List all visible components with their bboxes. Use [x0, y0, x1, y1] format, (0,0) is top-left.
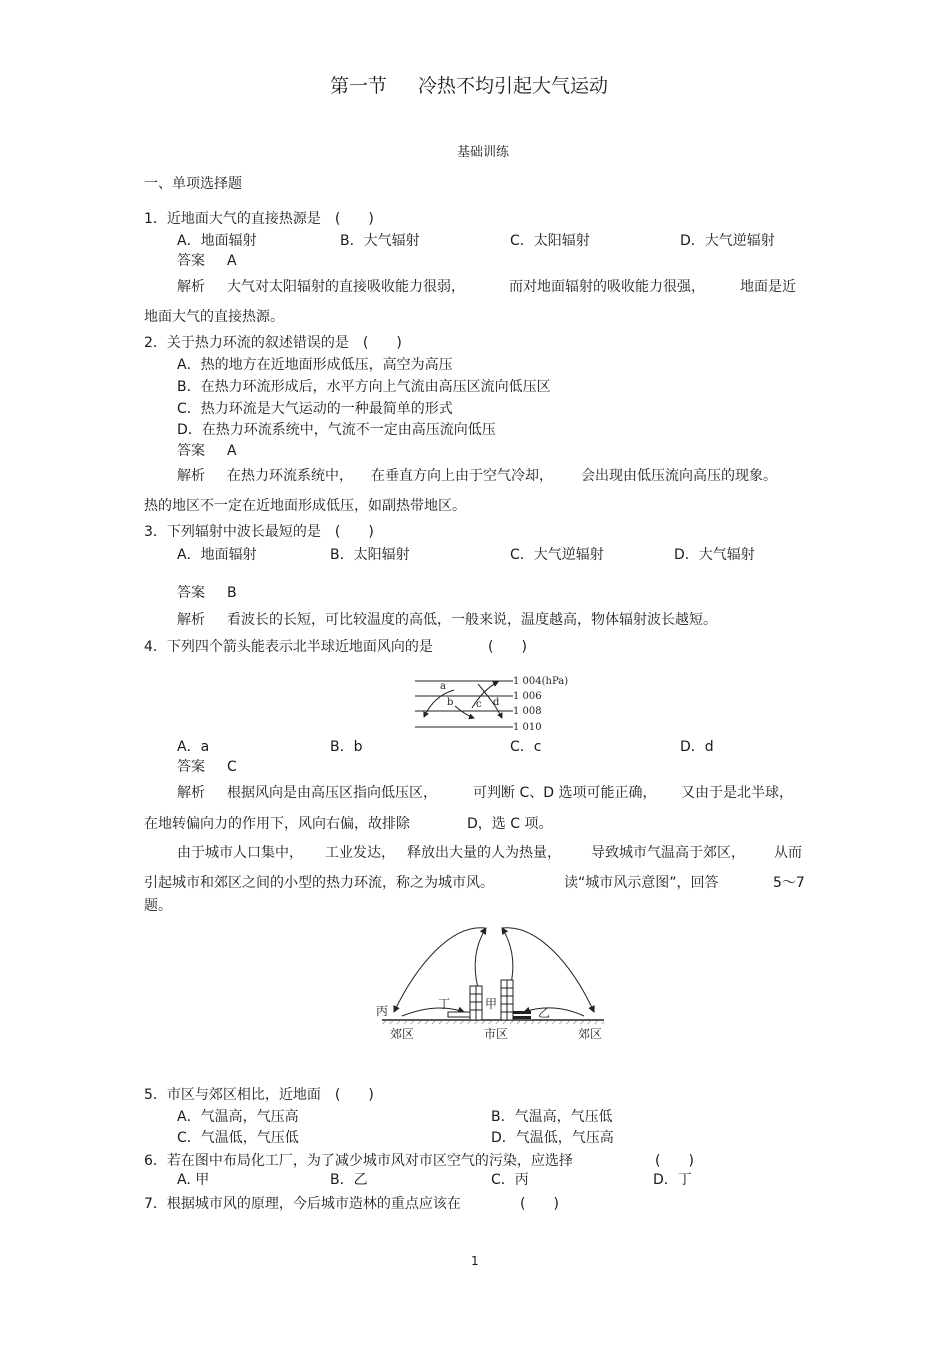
q5-stem: 5．市区与郊区相比，近地面 ( ): [144, 1087, 374, 1103]
q5-option-d: D．气温低，气压高: [491, 1130, 614, 1146]
q3-answer-label: 答案: [177, 585, 205, 601]
label-jia: 甲: [485, 997, 498, 1011]
q6-stem: 6．若在图中布局化工厂，为了减少城市风对市区空气的污染，应选择: [144, 1153, 573, 1169]
passage-part8: 5～7: [773, 875, 805, 891]
q4-option-d: D．d: [680, 739, 714, 755]
arrow-label-d: d: [493, 697, 500, 708]
q1-analysis-part2: 而对地面辐射的吸收能力很强，: [509, 279, 705, 295]
q4-answer: C: [227, 759, 237, 775]
q3-option-c: C．大气逆辐射: [510, 547, 604, 563]
passage-part9: 题。: [144, 898, 172, 914]
q1-analysis-part3: 地面是近: [740, 279, 796, 295]
q4-option-a: A．a: [177, 739, 210, 755]
label-ding: 丁: [438, 997, 451, 1011]
rising-arrow-left: [475, 928, 486, 988]
page-title: 冷热不均引起大气运动: [418, 75, 609, 97]
arrow-label-c: c: [476, 699, 482, 710]
q1-answer-label: 答案: [177, 253, 205, 269]
isobar-label: 1 004(hPa): [513, 676, 569, 687]
q5-option-c: C．气温低，气压低: [177, 1130, 299, 1146]
ground-label-urban: 市区: [484, 1027, 509, 1041]
q5-option-b: B．气温高，气压低: [491, 1109, 613, 1125]
q3-option-d: D．大气辐射: [674, 547, 755, 563]
q4-analysis-part3: 又由于是北半球，: [681, 785, 793, 801]
inflow-arrow-right: [524, 1008, 584, 1016]
q4-analysis-cont1: 在地转偏向力的作用下，风向右偏，故排除: [144, 816, 410, 832]
isobar-label: 1 006: [513, 691, 542, 702]
q6-option-d: D．丁: [653, 1172, 692, 1188]
q3-option-a: A．地面辐射: [177, 547, 257, 563]
q1-analysis-label: 解析: [177, 279, 205, 295]
q4-analysis-cont2: D，选 C 项。: [467, 816, 553, 832]
subtitle: 基础训练: [457, 145, 510, 160]
page-title-number: 第一节: [330, 75, 388, 97]
q3-option-b: B．太阳辐射: [330, 547, 410, 563]
ground-hatch: [382, 1020, 604, 1024]
site-ding-marker: [448, 1012, 470, 1017]
isobar-label: 1 010: [513, 722, 542, 733]
q2-analysis-part1: 在热力环流系统中，: [227, 468, 353, 484]
ground-label-suburb-left: 郊区: [390, 1027, 415, 1041]
passage-part6: 引起城市和郊区之间的小型的热力环流，称之为城市风。: [144, 875, 494, 891]
q1-analysis-part1: 大气对太阳辐射的直接吸收能力很弱，: [227, 279, 465, 295]
q4-paren: ( ): [488, 639, 527, 655]
q7-stem: 7．根据城市风的原理，今后城市造林的重点应该在: [144, 1196, 461, 1212]
isobar-diagram: [410, 672, 580, 738]
q2-option-c: C．热力环流是大气运动的一种最简单的形式: [177, 401, 453, 417]
passage-part4: 导致城市气温高于郊区，: [591, 845, 745, 861]
q1-stem: 1．近地面大气的直接热源是 ( ): [144, 211, 374, 227]
q1-option-a: A．地面辐射: [177, 233, 257, 249]
q1-answer: A: [227, 253, 237, 269]
q6-option-c: C．丙: [491, 1172, 529, 1188]
q2-analysis-part2: 在垂直方向上由于空气冷却，: [371, 468, 553, 484]
q4-answer-label: 答案: [177, 759, 205, 775]
q4-option-c: C．c: [510, 739, 542, 755]
q2-analysis-cont: 热的地区不一定在近地面形成低压，如副热带地区。: [144, 498, 466, 514]
q1-analysis-cont: 地面大气的直接热源。: [144, 309, 284, 325]
passage-part3: 释放出大量的人为热量，: [407, 845, 561, 861]
label-bing: 丙: [376, 1004, 389, 1018]
q2-answer: A: [227, 443, 237, 459]
q3-stem: 3．下列辐射中波长最短的是 ( ): [144, 524, 374, 540]
q4-stem: 4．下列四个箭头能表示北半球近地面风向的是: [144, 639, 433, 655]
city-wind-diagram: [372, 914, 612, 1046]
passage-part2: 工业发达，: [325, 845, 395, 861]
q4-option-b: B．b: [330, 739, 363, 755]
passage-part7: 读“城市风示意图”，回答: [564, 875, 719, 891]
q2-analysis-part3: 会出现由低压流向高压的现象。: [581, 468, 777, 484]
label-yi: 乙: [538, 1006, 551, 1020]
q2-analysis-label: 解析: [177, 468, 205, 484]
q6-option-b: B．乙: [330, 1172, 368, 1188]
q3-analysis: 看波长的长短，可比较温度的高低，一般来说，温度越高，物体辐射波长越短。: [227, 612, 717, 628]
site-yi-marker: [513, 1011, 531, 1014]
q2-answer-label: 答案: [177, 443, 205, 459]
page-number: 1: [471, 1254, 479, 1268]
q6-paren: ( ): [655, 1153, 694, 1169]
arrow-label-b: b: [447, 697, 454, 708]
q4-analysis-part1: 根据风向是由高压区指向低压区，: [227, 785, 437, 801]
q4-analysis-label: 解析: [177, 785, 205, 801]
passage-part5: 从而: [774, 845, 802, 861]
q6-option-a: A. 甲: [177, 1172, 210, 1188]
q1-option-d: D．大气逆辐射: [680, 233, 775, 249]
arrow-label-a: a: [440, 681, 446, 692]
passage-part1: 由于城市人口集中，: [177, 845, 303, 861]
q3-answer: B: [227, 585, 237, 601]
q1-option-b: B．大气辐射: [340, 233, 420, 249]
q3-analysis-label: 解析: [177, 612, 205, 628]
q5-option-a: A．气温高，气压高: [177, 1109, 299, 1125]
ground-label-suburb-right: 郊区: [578, 1027, 603, 1041]
section-heading: 一、单项选择题: [144, 176, 242, 192]
q2-option-a: A．热的地方在近地面形成低压，高空为高压: [177, 357, 453, 373]
rising-arrow-right: [502, 928, 513, 988]
right-loop-arrow: [502, 928, 594, 1012]
q2-stem: 2．关于热力环流的叙述错误的是 ( ): [144, 335, 402, 351]
q7-paren: ( ): [520, 1196, 559, 1212]
q2-option-b: B．在热力环流形成后，水平方向上气流由高压区流向低压区: [177, 379, 551, 395]
q1-option-c: C．太阳辐射: [510, 233, 590, 249]
arrow-b: [455, 706, 474, 718]
q4-analysis-part2: 可判断 C、D 选项可能正确，: [473, 785, 657, 801]
q2-option-d: D．在热力环流系统中，气流不一定由高压流向低压: [177, 422, 496, 438]
isobar-label: 1 008: [513, 706, 542, 717]
